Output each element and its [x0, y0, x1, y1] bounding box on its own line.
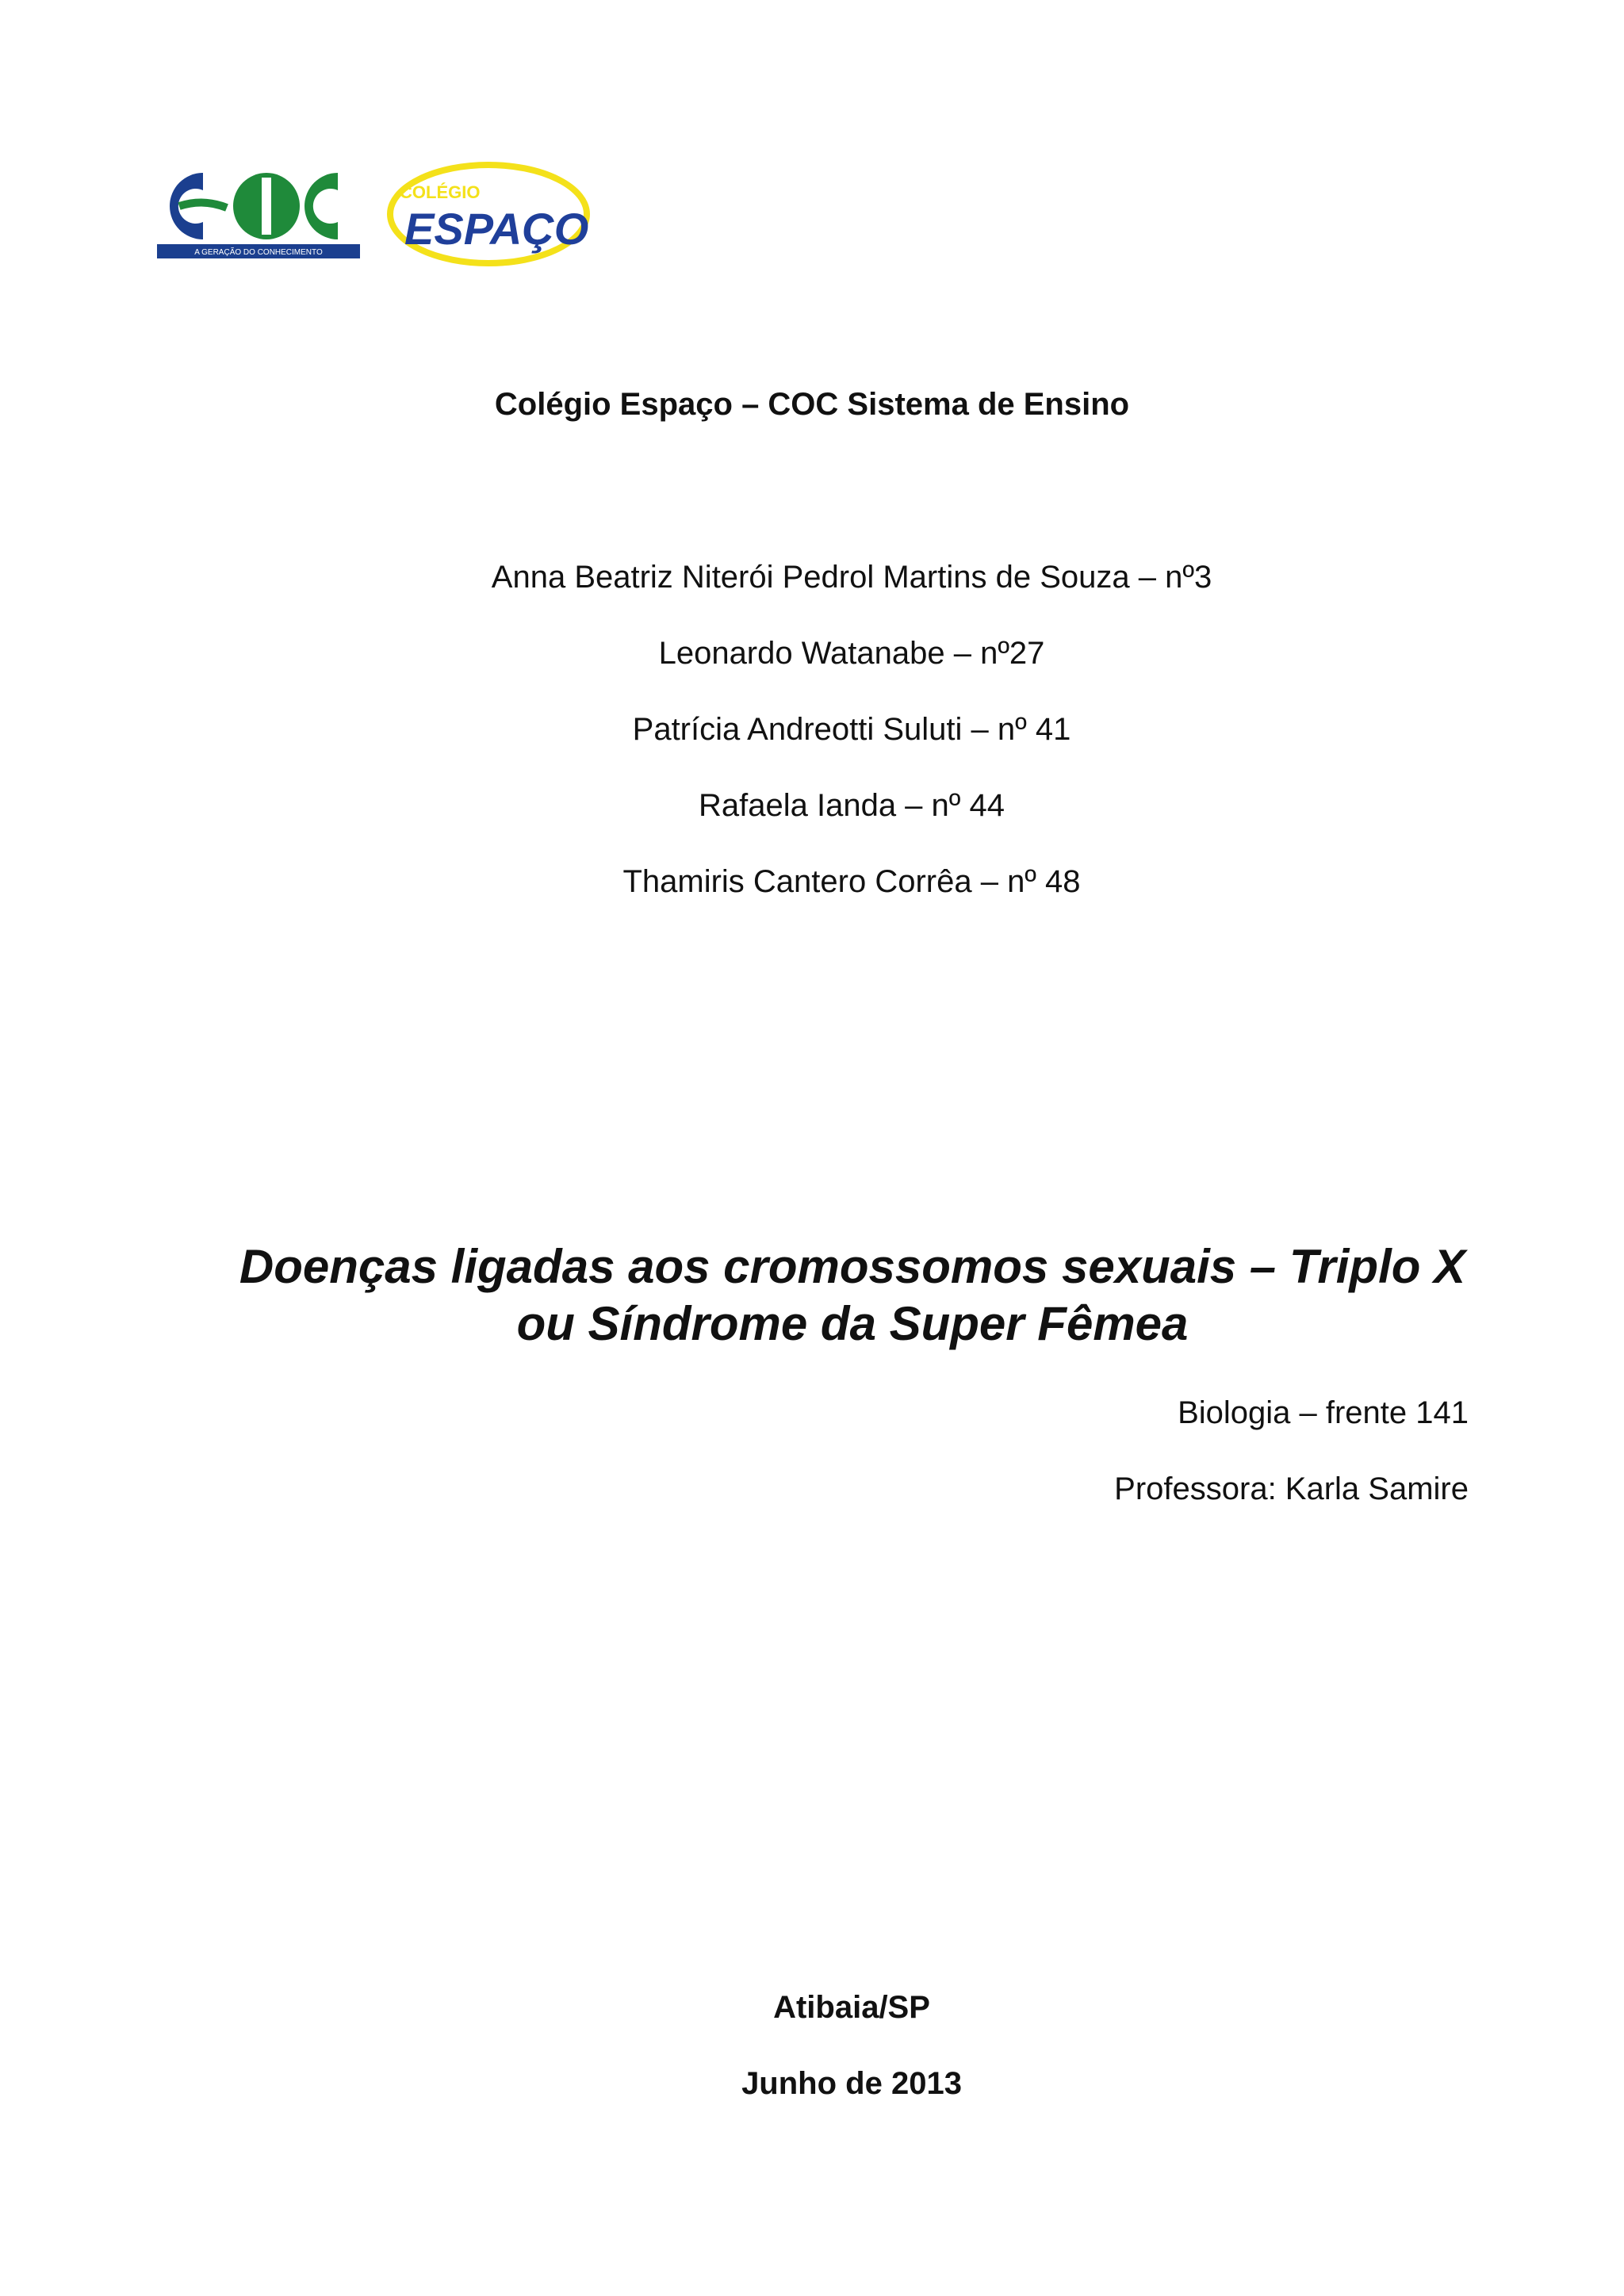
school-name: Colégio Espaço – COC Sistema de Ensino — [494, 387, 1130, 422]
city: Atibaia/SP — [773, 1990, 930, 2025]
course-info — [1114, 1394, 1469, 1546]
student-item: Patrícia Andreotti Suluti – nº 41 — [632, 712, 1071, 747]
coc-tagline: A GERAÇÃO DO CONHECIMENTO — [194, 248, 323, 257]
school-logos — [155, 159, 599, 277]
teacher-line: Professora: Karla Samire — [1114, 1471, 1469, 1506]
espaco-logo — [390, 165, 588, 263]
logo-group — [155, 159, 599, 277]
subject-line: Biologia – frente 141 — [1178, 1395, 1469, 1430]
date: Junho de 2013 — [741, 2066, 962, 2101]
espaco-top-text: COLÉGIO — [400, 182, 481, 202]
student-item: Rafaela Ianda – nº 44 — [698, 788, 1005, 823]
document-title: Doenças ligadas aos cromossomos sexuais – Triplo X ou Síndrome da Super Fêmea — [239, 1240, 1466, 1350]
student-item: Thamiris Cantero Corrêa – nº 48 — [622, 864, 1081, 899]
student-list — [0, 558, 1624, 939]
student-item: Anna Beatriz Niterói Pedrol Martins de Souza – nº3 — [491, 560, 1212, 595]
coc-logo — [157, 173, 360, 258]
student-item: Leonardo Watanabe – nº27 — [658, 636, 1045, 671]
espaco-main-text: ESPAÇO — [404, 204, 589, 254]
footer — [0, 1988, 1624, 2141]
